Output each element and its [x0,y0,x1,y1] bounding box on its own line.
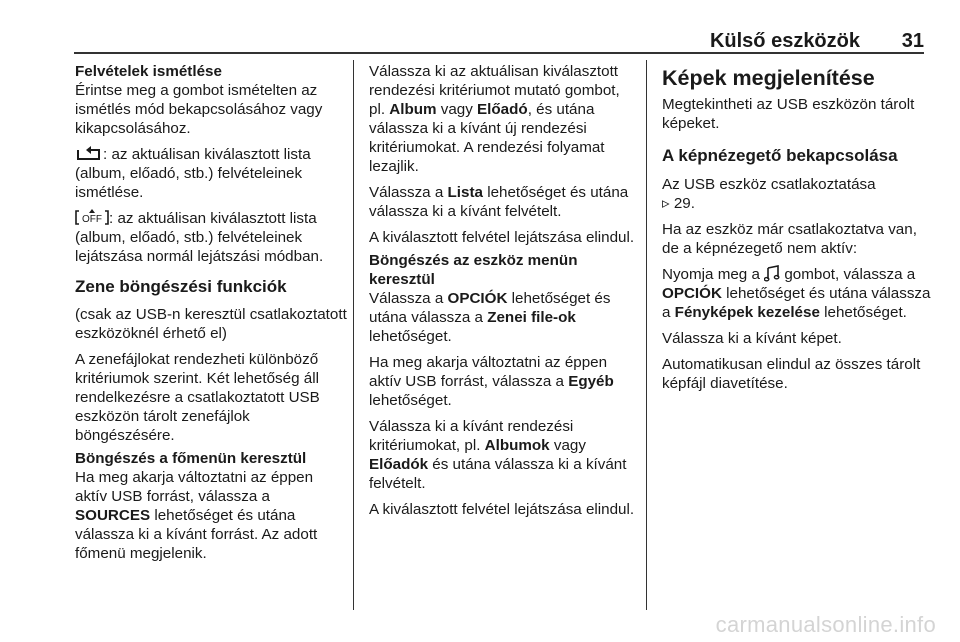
column-2 [369,62,637,526]
svg-text:OFF: OFF [82,214,102,225]
repeat-off-icon [75,209,109,226]
col3-para-1 [662,175,932,213]
images-intro: Megtekintheti az USB eszközön tárolt képeket. [662,96,915,132]
egyeb-term: Egyéb [568,373,614,390]
repeat-off-text [75,209,347,266]
main-menu-text-1: Ha meg akarja változtatni az éppen aktív USB forrást, válassza a [75,469,314,505]
device-menu-heading: Böngészés az eszköz menün keresztül [369,252,578,288]
lista-term: Lista [447,184,483,201]
watermark: carmanualsonline.info [715,612,936,637]
albumok-term: Albumok [484,437,550,454]
page-ref: 29. [673,195,695,212]
header-rule [74,52,924,54]
text: Az USB eszköz csatlakoztatása [662,176,876,193]
text: Válassza ki a kívánt rendezési kritériumokat, pl. [369,418,574,454]
browse-body: A zenefájlokat rendezheti különböző kritériumok szerint. Két lehetőség áll rendelkezésre a csatlakoztatott USB eszközön tárolt zenefájlok böngészésére. [75,351,320,444]
page-number: 31 [901,30,924,52]
text: Válassza ki az aktuálisan kiválasztott rendezési kritériumot mutató gombot, pl. [369,63,620,118]
text: lehetőséget. [369,392,452,409]
images-heading: Képek megjelenítése [662,66,875,90]
column-divider-2 [646,60,647,610]
text: Ha meg akarja változtatni az éppen aktív USB forrást, válassza a [369,354,608,390]
text: gombot, válassza a [780,266,916,283]
repeat-off-desc: : az aktuálisan kiválasztott lista (album, előadó, stb.) felvételeinek lejátszása normál lejátszási módban. [75,210,324,265]
text: és utána válassza ki a kívánt felvételt. [369,456,627,492]
text: , és utána válassza ki a kívánt új rendezési kritériumokat. A rendezési folyamat lezajlik. [369,101,605,175]
col2-para-6 [369,417,637,493]
text: vagy [549,437,586,454]
col2-para-3: A kiválasztott felvétel lejátszása elindul. [369,229,635,246]
col3-para-4: Válassza ki a kívánt képet. [662,330,842,347]
album-term: Album [389,101,437,118]
page-ref-icon: ▹ [662,195,670,212]
opciok-term: OPCIÓK [662,285,722,302]
page-title: Külső eszközök [709,30,860,52]
col3-para-2: Ha az eszköz már csatlakoztatva van, de a képnézegető nem aktív: [662,221,917,257]
col2-para-7: A kiválasztott felvétel lejátszása elindul. [369,501,635,518]
text: lehetőséget és utána válassza ki a kívánt felvételt. [369,184,629,220]
text: Válassza a [369,290,448,307]
repeat-heading: Felvételek ismétlése [75,63,222,80]
text: Nyomja meg a [662,266,765,283]
col2-para-5 [369,353,637,410]
column-1 [75,62,347,570]
repeat-icon [75,146,103,162]
main-menu-heading: Böngészés a főmenün keresztül [75,450,307,467]
column-3 [662,62,932,400]
text: vagy [436,101,478,118]
text: lehetőséget és utána válassza a [662,285,931,321]
main-menu-text-2: lehetőséget és utána válassza ki a kívánt forrást. Az adott főmenü megjelenik. [75,507,318,562]
repeat-on-desc: : az aktuálisan kiválasztott lista (album, előadó, stb.) felvételeinek ismétlése. [75,146,311,201]
browse-note: (csak az USB-n keresztül csatlakoztatott eszközöknél érhető el) [75,306,347,342]
eloadok-term: Előadók [369,456,429,473]
main-menu-body [75,468,347,563]
col2-para-4 [369,289,637,346]
col3-para-3 [662,265,932,322]
zenei-term: Zenei file-ok [487,309,576,326]
viewer-heading: A képnézegető bekapcsolása [662,146,898,165]
text: lehetőséget. [369,328,452,345]
sources-term: SOURCES [75,507,151,524]
media-note-icon [764,265,780,282]
col2-para-2 [369,183,637,221]
opciok-term: OPCIÓK [447,290,508,307]
browse-heading: Zene böngészési funkciók [75,277,287,296]
repeat-on-text [75,145,347,202]
eloado-term: Előadó [477,101,528,118]
col2-para-1 [369,62,637,176]
text: lehetőséget és utána válassza a [369,290,611,326]
text: lehetőséget. [819,304,907,321]
column-divider-1 [353,60,354,610]
fenykepek-term: Fényképek kezelése [674,304,820,321]
repeat-body: Érintse meg a gombot ismételten az ismétlés mód bekapcsolásához vagy kikapcsolásához. [75,82,323,137]
text: Válassza a [369,184,448,201]
col3-para-5: Automatikusan elindul az összes tárolt képfájl diavetítése. [662,356,921,392]
